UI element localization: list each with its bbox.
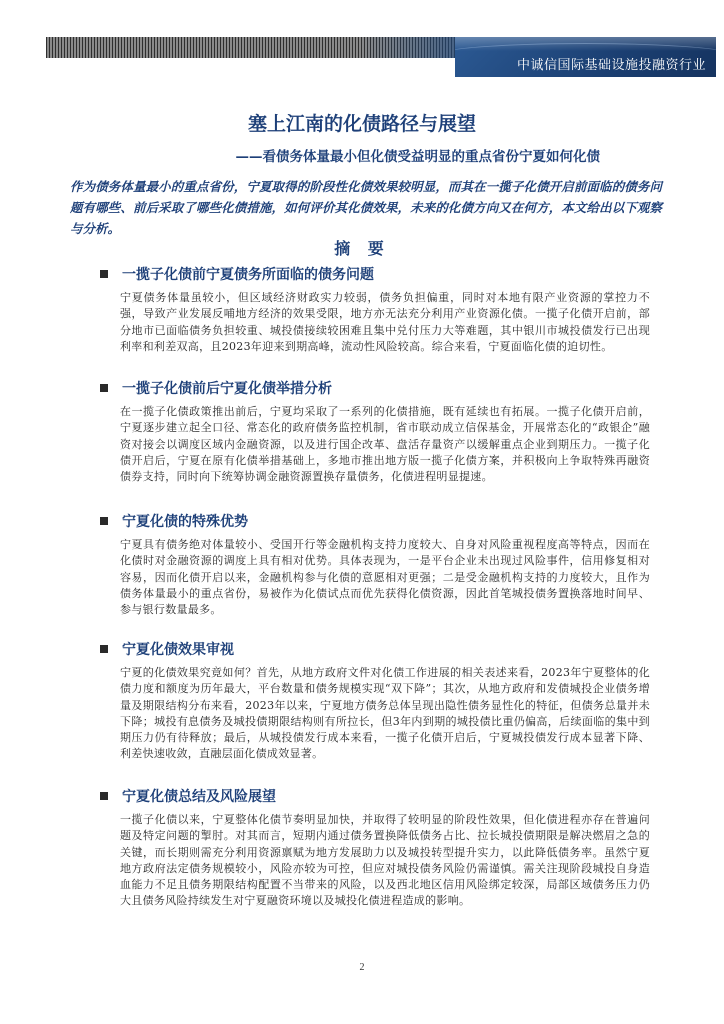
abstract-heading: 摘 要 [334,239,390,258]
section-header [100,638,670,660]
section-header [100,785,670,807]
square-bullet-icon [100,792,108,800]
section-debt-measures [100,377,670,485]
report-subtitle: ——看债务体量最小但化债受益明显的重点省份宁夏如何化债 [235,149,600,165]
section-title: 宁夏化债总结及风险展望 [122,789,276,805]
section-title: 宁夏化债的特殊优势 [122,514,248,530]
section-body: 宁夏的化债效果究竟如何？首先，从地方政府文件对化债工作进展的相关表述来看，2023年宁夏整体的化债力度和额度为历年最大，平台数量和债务规模实现“双下降”；其次，从地方政府和发债城投企业债务增量及期限结构分布来看，2023年以来，宁夏地方债务总体呈现出隐性债务显性化的特征，但债务总量并未下降；城投有息债务及城投债期限结构则有所拉长，但3年内到期的城投债比重仍偏高，后续面临的集中到期压力仍有待释放；最后，从城投债发行成本来看，一揽子化债开启后，宁夏城投债发行成本显著下降、利差快速收敛，直融层面化债成效显著。 [120,666,650,761]
square-bullet-icon [100,645,108,653]
square-bullet-icon [100,270,108,278]
report-intro: 作为债务体量最小的重点省份，宁夏取得的阶段性化债效果较明显，而其在一揽子化债开启前面临的债务问题有哪些、前后采取了哪些化债措施，如何评价其化债效果，未来的化债方向又在何方，本文给出以下观察与分析。 [70,179,662,236]
section-header [100,377,670,399]
section-title: 一揽子化债前后宁夏化债举措分析 [122,381,332,397]
section-title: 一揽子化债前宁夏债务所面临的债务问题 [122,267,374,283]
section-special-advantages [100,510,670,618]
section-header [100,263,670,285]
square-bullet-icon [100,517,108,525]
page-number: 2 [359,962,365,973]
section-effect-review [100,638,670,763]
report-title: 塞上江南的化债路径与展望 [247,113,476,135]
section-body: 在一揽子化债政策推出前后，宁夏均采取了一系列的化债措施，既有延续也有拓展。一揽子化债开启前，宁夏逐步建立起全口径、常态化的政府债务监控机制，省市联动成立信保基金，开展常态化的“政银企”融资对接会以调度区域内金融资源，以及进行国企改革、盘活存量资产以缓解重点企业到期压力。一揽子化债开启后，宁夏在原有化债举措基础上，多地市推出地方版一揽子化债方案，并积极向上争取特殊再融资债券支持，同时向下统筹协调金融资源置换存量债务，化债进程明显提速。 [120,405,650,484]
section-debt-problems [100,263,670,355]
section-title: 宁夏化债效果审视 [122,642,234,658]
section-body: 宁夏债务体量虽较小，但区域经济财政实力较弱，债务负担偏重，同时对本地有限产业资源的掌控力不强，导致产业发展反哺地方经济的效果受限，地方亦无法充分利用产业资源化债。一揽子化债开启前，部分地市已面临债务负担较重、城投债接续较困难且集中兑付压力大等难题，其中银川市城投债发行已出现利率和利差双高，且2023年迎来到期高峰，流动性风险较高。综合来看，宁夏面临化债的迫切性。 [120,291,650,353]
section-summary-outlook [100,785,670,910]
section-body: 宁夏具有债务绝对体量较小、受国开行等金融机构支持力度较大、自身对风险重视程度高等特点，因而在化债时对金融资源的调度上具有相对优势。具体表现为，一是平台企业未出现过风险事件，信用修复相对容易，因而化债开启以来，金融机构参与化债的意愿相对更强；二是受金融机构支持的力度较大，且作为债务体量最小的重点省份，易被作为化债试点而优先获得化债资源，因此首笔城投债务置换落地时间早、参与银行数量最多。 [120,538,650,617]
header-org-name: 中诚信国际基础设施投融资行业 [516,58,706,73]
square-bullet-icon [100,384,108,392]
section-body: 一揽子化债以来，宁夏整体化债节奏明显加快，并取得了较明显的阶段性效果，但化债进程亦存在普遍问题及特定问题的掣肘。对其而言，短期内通过债务置换降低债务占比、拉长城投债期限是解决燃眉之急的关键，而长期则需充分利用资源禀赋为地方发展助力以及城投转型提升实力，以此降低债务率。虽然宁夏地方政府法定债务规模较小，风险亦较为可控，但应对城投债务风险仍需谨慎。需关注现阶段城投自身造血能力不足且债务期限结构配置不当带来的风险，以及西北地区信用风险绑定较深，局部区域债务压力仍大且债务风险持续发生对宁夏融资环境以及城投化债进程造成的影响。 [120,813,650,908]
header-band-fade [360,37,470,58]
header-org-box [455,37,716,77]
section-header [100,510,670,532]
